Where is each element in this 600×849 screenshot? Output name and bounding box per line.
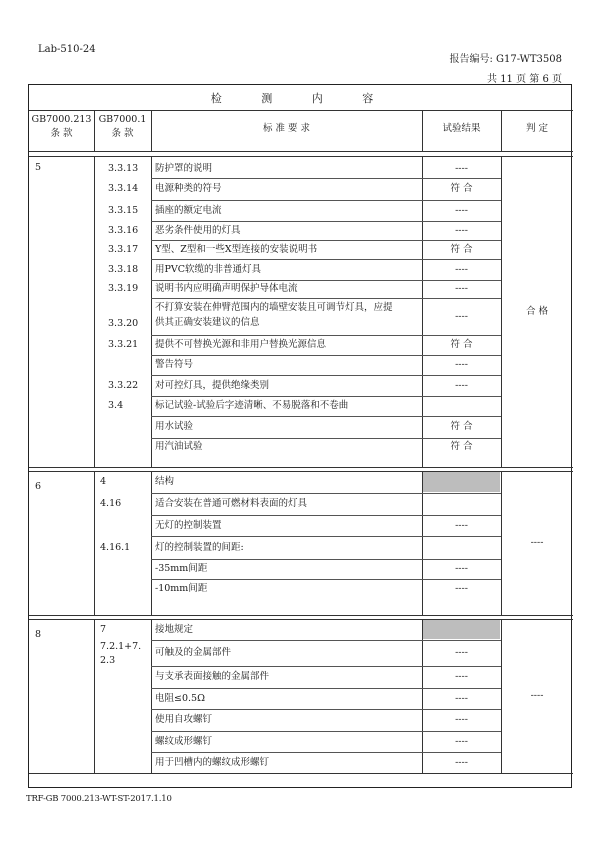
shaded-result-cell <box>423 620 500 639</box>
row-divider <box>151 375 501 376</box>
requirement-text: 使用自攻螺钉 <box>155 714 213 725</box>
col-header-requirement: 标 准 要 求 <box>262 123 311 134</box>
requirement-text: 与支承表面接触的金属部件 <box>155 671 270 682</box>
col-header-gb1: GB7000.1 <box>98 114 147 125</box>
subclause-number: 4.16 <box>100 498 122 509</box>
test-result: ---- <box>455 563 468 574</box>
test-result: ---- <box>455 756 468 768</box>
test-result: ---- <box>455 263 468 275</box>
requirement-text: -10mm间距 <box>155 582 208 594</box>
requirement-text: 提供不可替换光源和非用户替换光源信息 <box>155 339 327 350</box>
test-result: ---- <box>455 310 468 322</box>
row-divider <box>151 688 501 689</box>
test-result: ---- <box>455 714 468 725</box>
requirement-text: 无灯的控制装置 <box>155 519 222 531</box>
requirement-text-cont: 供其正确安装建议的信息 <box>155 317 260 328</box>
section-verdict: 合 格 <box>525 305 549 317</box>
test-result: ---- <box>455 519 468 531</box>
requirement-text: 说明书内应明确声明保护导体电流 <box>155 283 298 294</box>
row-divider <box>151 335 501 336</box>
test-result: 符 合 <box>450 339 473 350</box>
row-divider <box>151 579 501 580</box>
test-result: 符 合 <box>450 421 473 432</box>
shaded-result-cell <box>423 472 500 492</box>
column-divider <box>94 156 95 467</box>
row-divider <box>151 178 501 179</box>
section-verdict: ---- <box>530 537 544 548</box>
subclause-number: 4 <box>100 476 107 487</box>
test-result: ---- <box>455 647 468 658</box>
requirement-text: 结构 <box>155 476 175 487</box>
subclause-number: 3.3.21 <box>108 339 139 350</box>
row-divider <box>151 752 501 753</box>
row-divider <box>151 200 501 201</box>
test-result: 符 合 <box>450 183 473 194</box>
clause-number: 5 <box>35 162 42 173</box>
inspection-table <box>28 84 572 788</box>
row-divider <box>151 666 501 667</box>
subclause-number: 3.3.19 <box>108 283 139 294</box>
lab-code: Lab-510-24 <box>38 44 96 55</box>
row-divider <box>151 396 501 397</box>
footer-code: TRF-GB 7000.213-WT-ST-2017.1.10 <box>26 794 172 804</box>
subclause-number: 3.3.22 <box>108 379 139 391</box>
requirement-text: 警告符号 <box>155 359 194 370</box>
requirement-text: 不打算安装在伸臂范围内的墙壁安装且可调节灯具，应提 <box>155 302 393 313</box>
subclause-number: 7.2.1+7. <box>100 641 142 652</box>
requirement-text: Y型、Z型和一些X型连接的安装说明书 <box>155 243 318 255</box>
test-result: ---- <box>455 163 468 174</box>
test-result: ---- <box>455 224 468 236</box>
row-divider <box>151 240 501 241</box>
report-number: 报告编号: G17-WT3508 <box>449 54 562 65</box>
requirement-text: 灯的控制装置的间距: <box>155 541 244 553</box>
subclause-number: 3.4 <box>108 400 124 411</box>
subclause-number: 3.3.14 <box>108 183 139 194</box>
row-divider <box>151 416 501 417</box>
requirement-text: -35mm间距 <box>155 563 208 574</box>
requirement-text: 标记试验-试验后字迹清晰、不易脱落和不卷曲 <box>155 400 349 411</box>
subclause-number: 4.16.1 <box>100 541 131 553</box>
row-divider <box>151 493 501 494</box>
row-divider <box>151 536 501 537</box>
row-divider <box>29 615 573 616</box>
test-result: ---- <box>455 379 468 391</box>
column-divider <box>94 471 95 615</box>
test-result: ---- <box>455 359 468 370</box>
requirement-text: 用水试验 <box>155 421 194 432</box>
test-result: ---- <box>455 671 468 682</box>
test-result: ---- <box>455 283 468 294</box>
test-result: 符 合 <box>450 243 473 255</box>
row-divider <box>29 151 573 152</box>
row-divider <box>151 515 501 516</box>
requirement-text: 插座的额定电流 <box>155 204 222 216</box>
subclause-number-cont: 2.3 <box>100 655 116 666</box>
row-divider <box>151 731 501 732</box>
column-divider <box>94 619 95 773</box>
test-result: ---- <box>455 692 468 704</box>
requirement-text: 用于凹槽内的螺纹成形螺钉 <box>155 756 270 768</box>
test-result: ---- <box>455 735 468 747</box>
table-title: 检 测 内 容 <box>210 92 392 105</box>
row-divider <box>29 110 573 111</box>
col-header-result: 试验结果 <box>442 123 481 134</box>
row-divider <box>29 773 573 774</box>
requirement-text: 可触及的金属部件 <box>155 647 232 658</box>
row-divider <box>29 467 573 468</box>
requirement-text: 对可控灯具，提供绝缘类别 <box>155 379 270 391</box>
subclause-number: 3.3.15 <box>108 204 139 216</box>
subclause-number: 3.3.17 <box>108 243 139 255</box>
row-divider <box>151 355 501 356</box>
subclause-number: 7 <box>100 623 107 635</box>
requirement-text: 用PVC软缆的非普通灯具 <box>155 263 262 275</box>
test-result: ---- <box>455 582 468 594</box>
test-result: 符 合 <box>450 441 473 452</box>
col-header-verdict: 判 定 <box>525 123 549 134</box>
subclause-number: 3.3.13 <box>108 163 139 174</box>
section-verdict: ---- <box>530 690 544 701</box>
requirement-text: 适合安装在普通可燃材料表面的灯具 <box>155 498 308 509</box>
subclause-number: 3.3.20 <box>108 318 139 329</box>
clause-number: 6 <box>35 481 42 492</box>
row-divider <box>151 280 501 281</box>
column-divider <box>151 619 152 773</box>
row-divider <box>151 298 501 299</box>
test-result: ---- <box>455 204 468 216</box>
requirement-text: 恶劣条件使用的灯具 <box>155 224 241 236</box>
row-divider <box>151 709 501 710</box>
column-divider <box>151 156 152 467</box>
col-header-gb213: GB7000.213 <box>31 114 92 125</box>
requirement-text: 用汽油试验 <box>155 441 203 452</box>
subclause-number: 3.3.16 <box>108 224 139 236</box>
requirement-text: 螺纹成形螺钉 <box>155 735 213 747</box>
row-divider <box>151 221 501 222</box>
subclause-number: 3.3.18 <box>108 263 139 275</box>
row-divider <box>151 259 501 260</box>
col-header-gb1-sub: 条 款 <box>111 128 134 139</box>
col-header-gb213-sub: 条 款 <box>50 128 73 139</box>
requirement-text: 电阻≤0.5Ω <box>155 692 205 704</box>
requirement-text: 电源种类的符号 <box>155 183 222 194</box>
clause-number: 8 <box>35 629 42 640</box>
row-divider <box>151 640 501 641</box>
row-divider <box>151 559 501 560</box>
requirement-text: 防护罩的说明 <box>155 163 213 174</box>
row-divider <box>29 156 573 157</box>
row-divider <box>151 438 501 439</box>
page-info: 共 11 页 第 6 页 <box>487 74 562 85</box>
requirement-text: 接地规定 <box>155 623 194 635</box>
